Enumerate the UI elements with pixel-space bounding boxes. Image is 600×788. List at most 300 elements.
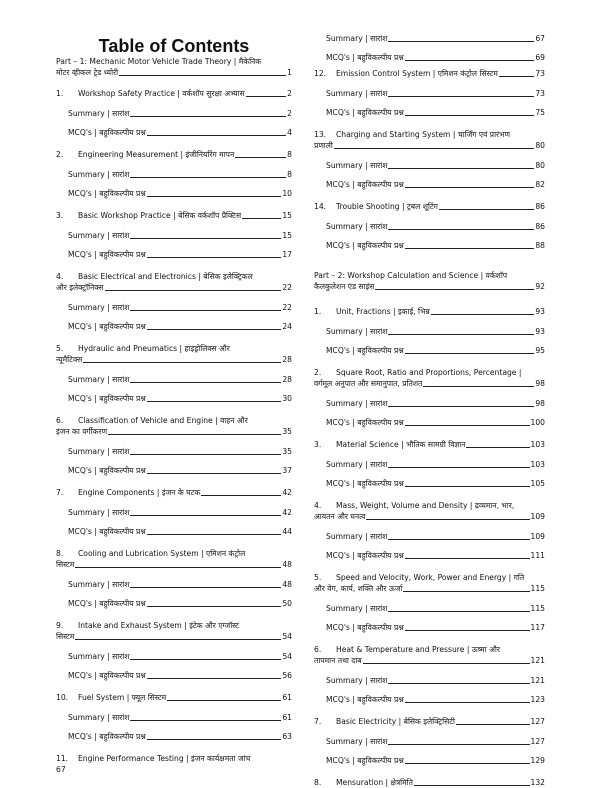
part2-chapter-6-mcq-page: 123: [530, 695, 545, 704]
dot-leader: [201, 495, 281, 496]
dot-leader: [147, 401, 282, 402]
left-chapter-4-mcq-title: MCQ's | बहुविकल्पीय प्रश्न: [68, 322, 146, 331]
part2-chapter-5-mcq-row: [326, 622, 545, 633]
ch11-mcq-title: MCQ's | बहुविकल्पीय प्रश्न: [326, 53, 404, 62]
part2-chapter-5-summary-page: 115: [530, 604, 545, 613]
dot-leader: [147, 678, 282, 679]
right-chapter-12-summary-page: 73: [535, 89, 545, 98]
part2-chapter-6-line2-row: [314, 655, 545, 666]
part2-chapter-2-mcq[interactable]: [314, 417, 545, 428]
part2-chapter-4-mcq-page: 111: [530, 551, 545, 560]
left-chapter-8[interactable]: [56, 548, 292, 570]
part2-chapter-3[interactable]: [314, 439, 545, 450]
left-chapter-2-number: 2.: [56, 150, 64, 159]
left-chapter-6-line1: 6. Classification of Vehicle and Engine | वाहन और: [56, 416, 248, 425]
left-chapter-6[interactable]: [56, 415, 292, 437]
left-chapter-8-summary-page: 48: [282, 580, 292, 589]
part1-heading-line2-row: [56, 67, 292, 78]
left-chapter-4-line2-title: और इलेक्ट्रॉनिक्स: [56, 283, 104, 292]
part2-chapter-2[interactable]: [314, 367, 545, 389]
left-chapter-5-line2-page: 28: [282, 355, 292, 364]
part2-chapter-5-summary[interactable]: [314, 603, 545, 614]
right-chapter-12-mcq-page: 75: [535, 108, 545, 117]
left-chapter-4[interactable]: [56, 271, 292, 293]
left-chapter-9-mcq[interactable]: [56, 670, 292, 681]
right-chapter-14-summary-page: 86: [535, 222, 545, 231]
part2-chapter-6[interactable]: [314, 644, 545, 666]
left-chapter-11-number: 11.: [56, 754, 69, 763]
dot-leader: [147, 329, 282, 330]
part2-chapter-1-mcq-row: [326, 345, 545, 356]
left-chapter-10-mcq-page: 63: [282, 732, 292, 741]
ch11-mcq-row: [326, 52, 545, 63]
part2-chapter-2-mcq-page: 100: [530, 418, 545, 427]
left-chapter-1-mcq-title: MCQ's | बहुविकल्पीय प्रश्न: [68, 128, 146, 137]
part2-chapter-1-mcq[interactable]: [314, 345, 545, 356]
part2-chapter-4[interactable]: [314, 500, 545, 522]
left-chapter-3-summary-title: Summary | सारांश: [68, 231, 130, 240]
part2-chapter-7-summary[interactable]: [314, 736, 545, 747]
dot-leader: [423, 386, 534, 387]
dot-leader: [388, 41, 534, 42]
left-chapter-9-summary-title: Summary | सारांश: [68, 652, 130, 661]
left-chapter-3-number: 3.: [56, 211, 64, 220]
part2-chapter-4-mcq-row: [326, 550, 545, 561]
dot-leader: [388, 744, 529, 745]
left-chapter-10-row: [56, 692, 292, 703]
left-chapter-7[interactable]: [56, 487, 292, 498]
part2-chapter-6-summary-row: [326, 675, 545, 686]
left-chapter-3-summary[interactable]: [56, 230, 292, 241]
left-chapter-3-title: 3. Basic Workshop Practice | बेसिक वर्कशॉप प्रैक्टिस: [56, 211, 242, 220]
part2-chapter-2-line2-title: वर्गमूल अनुपात और समानुपात, प्रतिशत: [314, 379, 423, 388]
part2-chapter-1-number: 1.: [314, 307, 322, 316]
left-chapter-1-summary-row: [68, 108, 292, 119]
left-chapter-6-mcq[interactable]: [56, 465, 292, 476]
left-chapter-4-mcq-page: 24: [282, 322, 292, 331]
right-chapter-12-summary[interactable]: [314, 88, 545, 99]
left-chapter-2-mcq-row: [68, 188, 292, 199]
right-chapter-14-summary-title: Summary | सारांश: [326, 222, 388, 231]
right-chapter-13-mcq-row: [326, 179, 545, 190]
left-chapter-9-summary-page: 54: [282, 652, 292, 661]
part2-chapter-7-summary-title: Summary | सारांश: [326, 737, 388, 746]
part2-chapter-8[interactable]: [314, 777, 545, 788]
dot-leader: [130, 238, 281, 239]
right-chapter-13-mcq-title: MCQ's | बहुविकल्पीय प्रश्न: [326, 180, 404, 189]
dot-leader: [388, 96, 534, 97]
part2-chapter-3-mcq[interactable]: [314, 478, 545, 489]
left-chapter-3-mcq-row: [68, 249, 292, 260]
dot-leader: [405, 425, 530, 426]
left-chapter-6-mcq-page: 37: [282, 466, 292, 475]
part2-chapter-2-line1: 2. Square Root, Ratio and Proportions, Percentage |: [314, 368, 522, 377]
part2-chapter-4-line1: 4. Mass, Weight, Volume and Density | द्रव्यमान, भार,: [314, 501, 515, 510]
ch11-summary[interactable]: [314, 33, 545, 44]
right-chapter-12-page: 73: [535, 69, 545, 78]
part2-chapter-1-title: 1. Unit, Fractions | इकाई, भिन्न: [314, 307, 430, 316]
left-chapter-7-mcq[interactable]: [56, 526, 292, 537]
dot-leader: [414, 785, 530, 786]
left-chapter-2-mcq-page: 10: [282, 189, 292, 198]
right-chapter-13-summary-page: 80: [535, 161, 545, 170]
part2-chapter-6-line2-page: 121: [530, 656, 545, 665]
part2-chapter-5-mcq[interactable]: [314, 622, 545, 633]
dot-leader: [167, 700, 281, 701]
left-chapter-10-mcq[interactable]: [56, 731, 292, 742]
dot-leader: [388, 683, 529, 684]
left-chapter-1-summary[interactable]: [56, 108, 292, 119]
left-chapter-8-mcq-title: MCQ's | बहुविकल्पीय प्रश्न: [68, 599, 146, 608]
left-chapter-7-summary-title: Summary | सारांश: [68, 508, 130, 517]
part2-heading-line2-title: कैलकुलेशन एंड साइंस: [314, 282, 375, 291]
part2-chapter-5-summary-title: Summary | सारांश: [326, 604, 388, 613]
part2-chapter-5-line2-page: 115: [530, 584, 545, 593]
left-chapter-10-summary[interactable]: [56, 712, 292, 723]
right-chapter-14[interactable]: [314, 201, 545, 212]
part2-chapter-1-summary[interactable]: [314, 326, 545, 337]
right-chapter-12-mcq-row: [326, 107, 545, 118]
part2-chapter-4-summary-row: [326, 531, 545, 542]
part2-chapter-2-summary[interactable]: [314, 398, 545, 409]
dot-leader: [405, 702, 530, 703]
part2-chapter-7-mcq-title: MCQ's | बहुविकल्पीय प्रश्न: [326, 756, 404, 765]
part2-chapter-1[interactable]: [314, 306, 545, 317]
dot-leader: [235, 157, 286, 158]
part2-chapter-2-summary-page: 98: [535, 399, 545, 408]
left-chapter-8-line2-title: सिस्टम: [56, 560, 75, 569]
left-chapter-9-line2-page: 54: [282, 632, 292, 641]
left-chapter-7-summary-page: 42: [282, 508, 292, 517]
left-chapter-4-line2-row: [56, 282, 292, 293]
right-chapter-12-mcq[interactable]: [314, 107, 545, 118]
left-chapter-8-summary-title: Summary | सारांश: [68, 580, 130, 589]
dot-leader: [147, 257, 282, 258]
left-chapter-5-line2-title: न्यूमैटिक्स: [56, 355, 83, 364]
part2-chapter-3-summary-row: [326, 459, 545, 470]
part2-chapter-6-summary-title: Summary | सारांश: [326, 676, 388, 685]
left-chapter-7-mcq-row: [68, 526, 292, 537]
left-chapter-11-line1: 11. Engine Performance Testing | इंजन कार्यक्षमता जांच: [56, 754, 251, 763]
part2-chapter-4-number: 4.: [314, 501, 322, 510]
part2-chapter-7-summary-page: 127: [530, 737, 545, 746]
part1-heading-line2-title: मोटर व्हीकल ट्रेड थ्योरी: [56, 68, 119, 77]
right-chapter-14-page: 86: [535, 202, 545, 211]
dot-leader: [456, 724, 529, 725]
dot-leader: [105, 290, 282, 291]
dot-leader: [388, 406, 534, 407]
dot-leader: [147, 739, 282, 740]
left-chapter-8-line2-row: [56, 559, 292, 570]
dot-leader: [75, 639, 281, 640]
part2-chapter-3-summary-title: Summary | सारांश: [326, 460, 388, 469]
right-chapter-12[interactable]: [314, 68, 545, 79]
part2-chapter-6-summary[interactable]: [314, 675, 545, 686]
left-chapter-9-line2-title: सिस्टम: [56, 632, 75, 641]
part2-chapter-4-line2-row: [314, 511, 545, 522]
dot-leader: [388, 229, 534, 230]
dot-leader: [405, 187, 535, 188]
left-chapter-7-summary-row: [68, 507, 292, 518]
left-chapter-2-summary-row: [68, 169, 292, 180]
dot-leader: [130, 515, 281, 516]
part2-chapter-5-line2-row: [314, 583, 545, 594]
part2-chapter-3-summary-page: 103: [530, 460, 545, 469]
right-chapter-13-line2-page: 80: [535, 141, 545, 150]
part1-heading-line2-page: 1: [287, 68, 292, 77]
right-chapter-12-row: [314, 68, 545, 79]
dot-leader: [130, 116, 286, 117]
left-chapter-5-summary-row: [68, 374, 292, 385]
dot-leader: [405, 630, 530, 631]
left-chapter-5[interactable]: [56, 343, 292, 365]
part2-heading[interactable]: [314, 270, 545, 292]
part2-chapter-3-mcq-page: 105: [530, 479, 545, 488]
left-chapter-6-line2-page: 35: [282, 427, 292, 436]
left-chapter-6-summary-row: [68, 446, 292, 457]
dot-leader: [499, 76, 534, 77]
left-chapter-8-summary-row: [68, 579, 292, 590]
left-chapter-10-number: 10.: [56, 693, 69, 702]
part2-chapter-3-mcq-title: MCQ's | बहुविकल्पीय प्रश्न: [326, 479, 404, 488]
left-chapter-8-mcq-row: [68, 598, 292, 609]
left-chapter-7-number: 7.: [56, 488, 64, 497]
left-chapter-4-line2-page: 22: [282, 283, 292, 292]
left-chapter-5-line2-row: [56, 354, 292, 365]
left-chapter-10-summary-page: 61: [282, 713, 292, 722]
left-chapter-3-page: 15: [282, 211, 292, 220]
left-chapter-6-line2-row: [56, 426, 292, 437]
left-chapter-4-summary-title: Summary | सारांश: [68, 303, 130, 312]
dot-leader: [366, 519, 529, 520]
part2-chapter-5-line1: 5. Speed and Velocity, Work, Power and Energy | गति: [314, 573, 525, 582]
left-chapter-6-summary-title: Summary | सारांश: [68, 447, 130, 456]
left-chapter-7-summary[interactable]: [56, 507, 292, 518]
left-chapter-7-title: 7. Engine Components | इंजन के घटक: [56, 488, 201, 497]
left-chapter-8-mcq[interactable]: [56, 598, 292, 609]
right-chapter-13-line2-row: [314, 140, 545, 151]
left-chapter-6-mcq-row: [68, 465, 292, 476]
left-chapter-2-summary-page: 8: [287, 170, 292, 179]
dot-leader: [130, 382, 281, 383]
dot-leader: [130, 454, 281, 455]
part2-chapter-3-number: 3.: [314, 440, 322, 449]
dot-leader: [83, 362, 281, 363]
part2-chapter-4-summary[interactable]: [314, 531, 545, 542]
part2-chapter-4-line2-title: आयतन और घनत्व: [314, 512, 366, 521]
part2-chapter-4-summary-title: Summary | सारांश: [326, 532, 388, 541]
dot-leader: [403, 591, 529, 592]
part2-chapter-2-summary-title: Summary | सारांश: [326, 399, 388, 408]
left-chapter-11[interactable]: [56, 753, 292, 775]
right-chapter-14-mcq[interactable]: [314, 240, 545, 251]
left-chapter-4-mcq[interactable]: [56, 321, 292, 332]
left-chapter-3[interactable]: [56, 210, 292, 221]
part2-chapter-1-summary-title: Summary | सारांश: [326, 327, 388, 336]
part2-chapter-6-line2-title: तापमान तथा दाब: [314, 656, 362, 665]
left-chapter-8-line2-page: 48: [282, 560, 292, 569]
left-chapter-2[interactable]: [56, 149, 292, 160]
left-chapter-7-page: 42: [282, 488, 292, 497]
part2-chapter-3-summary[interactable]: [314, 459, 545, 470]
part2-chapter-3-title: 3. Material Science | भौतिक सामग्री विज्ञान: [314, 440, 466, 449]
right-chapter-13-summary[interactable]: [314, 160, 545, 171]
part2-chapter-2-number: 2.: [314, 368, 322, 377]
right-chapter-12-summary-title: Summary | सारांश: [326, 89, 388, 98]
part2-chapter-7-row: [314, 716, 545, 727]
part2-chapter-5-mcq-title: MCQ's | बहुविकल्पीय प्रश्न: [326, 623, 404, 632]
left-chapter-2-mcq[interactable]: [56, 188, 292, 199]
right-chapter-14-row: [314, 201, 545, 212]
left-chapter-3-mcq-page: 17: [282, 250, 292, 259]
left-chapter-3-mcq[interactable]: [56, 249, 292, 260]
left-chapter-9-line2-row: [56, 631, 292, 642]
dot-leader: [75, 567, 281, 568]
part2-chapter-4-mcq[interactable]: [314, 550, 545, 561]
right-chapter-14-summary[interactable]: [314, 221, 545, 232]
left-chapter-4-summary[interactable]: [56, 302, 292, 313]
right-chapter-13[interactable]: [314, 129, 545, 151]
right-chapter-13-summary-row: [326, 160, 545, 171]
left-chapter-10-summary-title: Summary | सारांश: [68, 713, 130, 722]
left-chapter-9-mcq-title: MCQ's | बहुविकल्पीय प्रश्न: [68, 671, 146, 680]
dot-leader: [405, 60, 535, 61]
left-chapter-11-line2: 67: [56, 765, 66, 774]
right-chapter-13-number: 13.: [314, 130, 327, 139]
left-chapter-5-mcq-title: MCQ's | बहुविकल्पीय प्रश्न: [68, 394, 146, 403]
dot-leader: [388, 539, 529, 540]
left-chapter-1-mcq-row: [68, 127, 292, 138]
dot-leader: [375, 289, 534, 290]
part2-chapter-5[interactable]: [314, 572, 545, 594]
dot-leader: [388, 168, 534, 169]
part2-chapter-6-mcq-row: [326, 694, 545, 705]
part2-chapter-1-mcq-page: 95: [535, 346, 545, 355]
dot-leader: [334, 148, 534, 149]
left-chapter-4-line1: 4. Basic Electrical and Electronics | बेसिक इलेक्ट्रिकल: [56, 272, 253, 281]
dot-leader: [246, 96, 286, 97]
left-chapter-10-title: 10. Fuel System | फ्यूल सिस्टम: [56, 693, 167, 702]
part2-chapter-5-line2-title: और वेग, कार्य, शक्ति और ऊर्जा: [314, 584, 403, 593]
left-chapter-5-summary[interactable]: [56, 374, 292, 385]
left-chapter-2-row: [56, 149, 292, 160]
dot-leader: [130, 310, 281, 311]
left-chapter-5-mcq-page: 30: [282, 394, 292, 403]
left-chapter-2-mcq-title: MCQ's | बहुविकल्पीय प्रश्न: [68, 189, 146, 198]
right-chapter-13-line2-title: प्रणाली: [314, 141, 333, 150]
left-chapter-6-line2-title: इंजन का वर्गीकरण: [56, 427, 108, 436]
part2-chapter-3-row: [314, 439, 545, 450]
dot-leader: [388, 611, 529, 612]
dot-leader: [119, 75, 286, 76]
left-chapter-1-page: 2: [287, 89, 292, 98]
part2-chapter-4-summary-page: 109: [530, 532, 545, 541]
part2-chapter-2-line2-page: 98: [535, 379, 545, 388]
left-chapter-6-number: 6.: [56, 416, 64, 425]
part2-chapter-6-number: 6.: [314, 645, 322, 654]
dot-leader: [147, 135, 286, 136]
left-chapter-1-number: 1.: [56, 89, 64, 98]
right-chapter-14-number: 14.: [314, 202, 327, 211]
left-chapter-1-mcq[interactable]: [56, 127, 292, 138]
left-chapter-9-summary-row: [68, 651, 292, 662]
left-chapter-6-summary-page: 35: [282, 447, 292, 456]
left-chapter-3-row: [56, 210, 292, 221]
dot-leader: [388, 467, 529, 468]
dot-leader: [108, 434, 281, 435]
dot-leader: [431, 314, 535, 315]
part2-chapter-6-mcq-title: MCQ's | बहुविकल्पीय प्रश्न: [326, 695, 404, 704]
left-chapter-3-summary-row: [68, 230, 292, 241]
dot-leader: [405, 115, 535, 116]
left-chapter-2-title: 2. Engineering Measurement | इंजीनियरिंग मापन: [56, 150, 235, 159]
part2-chapter-7-number: 7.: [314, 717, 322, 726]
left-chapter-10-page: 61: [282, 693, 292, 702]
dot-leader: [363, 663, 530, 664]
part2-heading-line2-page: 92: [535, 282, 545, 291]
left-chapter-7-row: [56, 487, 292, 498]
part2-chapter-2-line2-row: [314, 378, 545, 389]
left-chapter-9-number: 9.: [56, 621, 64, 630]
part2-chapter-6-line1: 6. Heat & Temperature and Pressure | ऊष्मा और: [314, 645, 500, 654]
left-chapter-9-summary[interactable]: [56, 651, 292, 662]
right-chapter-13-mcq[interactable]: [314, 179, 545, 190]
left-chapter-4-summary-row: [68, 302, 292, 313]
part2-chapter-1-page: 93: [535, 307, 545, 316]
part2-chapter-7[interactable]: [314, 716, 545, 727]
left-chapter-9-mcq-row: [68, 670, 292, 681]
part2-chapter-6-mcq[interactable]: [314, 694, 545, 705]
part1-heading[interactable]: [56, 56, 292, 78]
left-chapter-1[interactable]: [56, 88, 292, 99]
part2-chapter-3-mcq-row: [326, 478, 545, 489]
part2-chapter-7-mcq[interactable]: [314, 755, 545, 766]
ch11-summary-row: [326, 33, 545, 44]
left-chapter-2-summary-title: Summary | सारांश: [68, 170, 130, 179]
ch11-mcq[interactable]: [314, 52, 545, 63]
left-chapter-4-mcq-row: [68, 321, 292, 332]
part2-chapter-1-summary-row: [326, 326, 545, 337]
dot-leader: [147, 473, 282, 474]
left-chapter-5-mcq-row: [68, 393, 292, 404]
part2-chapter-4-mcq-title: MCQ's | बहुविकल्पीय प्रश्न: [326, 551, 404, 560]
right-chapter-12-summary-row: [326, 88, 545, 99]
right-chapter-13-mcq-page: 82: [535, 180, 545, 189]
part2-chapter-6-summary-page: 121: [530, 676, 545, 685]
part2-heading-line1: Part – 2: Workshop Calculation and Science | वर्कशॉप: [314, 271, 508, 280]
dot-leader: [242, 218, 281, 219]
dot-leader: [147, 196, 282, 197]
part1-heading-line1: Part – 1: Mechanic Motor Vehicle Trade Theory | मैकेनिक: [56, 57, 262, 66]
left-chapter-5-mcq[interactable]: [56, 393, 292, 404]
left-chapter-2-summary[interactable]: [56, 169, 292, 180]
left-chapter-6-summary[interactable]: [56, 446, 292, 457]
ch11-summary-page: 67: [535, 34, 545, 43]
right-chapter-14-mcq-title: MCQ's | बहुविकल्पीय प्रश्न: [326, 241, 404, 250]
dot-leader: [466, 447, 529, 448]
left-chapter-7-mcq-title: MCQ's | बहुविकल्पीय प्रश्न: [68, 527, 146, 536]
left-chapter-4-number: 4.: [56, 272, 64, 281]
left-chapter-4-summary-page: 22: [282, 303, 292, 312]
left-chapter-1-summary-page: 2: [287, 109, 292, 118]
part2-chapter-1-summary-page: 93: [535, 327, 545, 336]
left-chapter-10[interactable]: [56, 692, 292, 703]
left-chapter-7-mcq-page: 44: [282, 527, 292, 536]
left-chapter-8-summary[interactable]: [56, 579, 292, 590]
part2-chapter-8-page: 132: [530, 778, 545, 787]
left-chapter-9[interactable]: [56, 620, 292, 642]
ch11-mcq-page: 69: [535, 53, 545, 62]
